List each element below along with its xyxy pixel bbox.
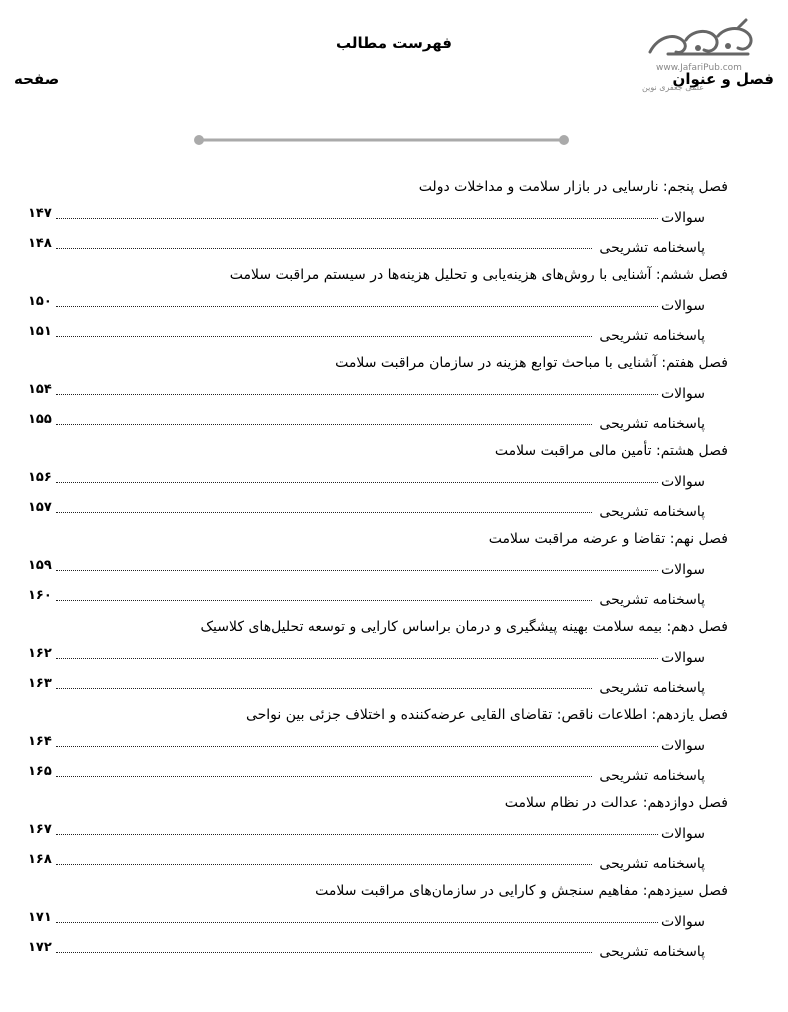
page-number: ۱۴۷	[28, 206, 52, 221]
entry-label: پاسخنامه تشریحی	[599, 680, 705, 696]
entry-label: پاسخنامه تشریحی	[599, 328, 705, 344]
dot-leader	[56, 482, 660, 483]
dot-leader	[56, 600, 592, 601]
page-number: ۱۶۳	[28, 676, 52, 691]
dot-leader	[56, 688, 592, 689]
page-number: ۱۵۴	[28, 382, 52, 397]
toc-entry[interactable]	[0, 322, 788, 352]
toc-entry[interactable]	[0, 586, 788, 616]
dot-leader	[56, 834, 660, 835]
chapter-title: فصل یازدهم: اطلاعات ناقص: تقاضای القایی عرضه‌کننده و اختلاف جزئی بین نواحی	[245, 707, 728, 723]
toc-entry[interactable]	[0, 204, 788, 234]
chapter-heading	[0, 176, 788, 204]
entry-label: سوالات	[660, 562, 705, 578]
dot-leader	[56, 952, 592, 953]
toc-entry[interactable]	[0, 820, 788, 850]
entry-label: پاسخنامه تشریحی	[599, 856, 705, 872]
dot-leader	[56, 336, 592, 337]
dot-leader	[56, 776, 592, 777]
page-number: ۱۶۰	[28, 588, 52, 603]
page-number: ۱۵۰	[28, 294, 52, 309]
page-number: ۱۶۵	[28, 764, 52, 779]
page-number: ۱۵۹	[28, 558, 52, 573]
page-column-header: صفحه	[14, 70, 60, 88]
toc-entry[interactable]	[0, 556, 788, 586]
dot-leader	[56, 658, 660, 659]
toc-entry[interactable]	[0, 732, 788, 762]
chapter-heading	[0, 528, 788, 556]
entry-label: سوالات	[660, 914, 705, 930]
dot-leader	[56, 922, 660, 923]
chapter-title: فصل دهم: بیمه سلامت بهینه پیشگیری و درمان براساس کارایی و توسعه تحلیل‌های کلاسیک	[200, 619, 728, 635]
chapter-heading	[0, 704, 788, 732]
chapter-heading	[0, 616, 788, 644]
entry-label: سوالات	[660, 298, 705, 314]
dot-leader	[56, 746, 660, 747]
entry-label: پاسخنامه تشریحی	[599, 768, 705, 784]
toc-entry[interactable]	[0, 498, 788, 528]
chapter-heading	[0, 264, 788, 292]
chapter-column-header: فصل و عنوان	[672, 70, 774, 88]
logo-url: www.JafariPub.com	[656, 63, 742, 73]
dot-leader	[56, 394, 660, 395]
dot-leader	[56, 864, 592, 865]
chapter-heading	[0, 352, 788, 380]
page-number: ۱۵۶	[28, 470, 52, 485]
toc-entry[interactable]	[0, 380, 788, 410]
chapter-heading	[0, 440, 788, 468]
table-of-contents	[0, 176, 788, 968]
toc-entry[interactable]	[0, 850, 788, 880]
entry-label: پاسخنامه تشریحی	[599, 504, 705, 520]
dot-leader	[56, 424, 592, 425]
toc-entry[interactable]	[0, 674, 788, 704]
entry-label: سوالات	[660, 826, 705, 842]
header-divider	[193, 134, 570, 146]
toc-entry[interactable]	[0, 292, 788, 322]
entry-label: سوالات	[660, 650, 705, 666]
toc-entry[interactable]	[0, 410, 788, 440]
toc-entry[interactable]	[0, 762, 788, 792]
page-title: فهرست مطالب	[336, 34, 452, 52]
page-number: ۱۵۵	[28, 412, 52, 427]
chapter-title: فصل هشتم: تأمین مالی مراقبت سلامت	[494, 443, 728, 459]
page-number: ۱۵۷	[28, 500, 52, 515]
page-number: ۱۵۱	[28, 324, 52, 339]
entry-label: پاسخنامه تشریحی	[599, 416, 705, 432]
dot-leader	[56, 570, 660, 571]
page-number: ۱۶۴	[28, 734, 52, 749]
chapter-title: فصل دوازدهم: عدالت در نظام سلامت	[504, 795, 728, 811]
page-number: ۱۶۲	[28, 646, 52, 661]
chapter-heading	[0, 880, 788, 908]
toc-entry[interactable]	[0, 468, 788, 498]
chapter-title: فصل سیزدهم: مفاهیم سنجش و کارایی در سازمان‌های مراقبت سلامت	[315, 883, 728, 899]
chapter-title: فصل نهم: تقاضا و عرضه مراقبت سلامت	[488, 531, 728, 547]
dot-leader	[56, 306, 660, 307]
chapter-heading	[0, 792, 788, 820]
entry-label: سوالات	[660, 210, 705, 226]
page-number: ۱۷۲	[28, 940, 52, 955]
toc-entry[interactable]	[0, 234, 788, 264]
dot-leader	[56, 512, 592, 513]
page-number: ۱۶۸	[28, 852, 52, 867]
page-number: ۱۴۸	[28, 236, 52, 251]
toc-entry[interactable]	[0, 938, 788, 968]
toc-entry[interactable]	[0, 644, 788, 674]
entry-label: پاسخنامه تشریحی	[599, 592, 705, 608]
logo-subtitle: علمی جعفری نوین	[642, 83, 705, 92]
dot-leader	[56, 248, 592, 249]
entry-label: پاسخنامه تشریحی	[599, 240, 705, 256]
chapter-title: فصل ششم: آشنایی با روش‌های هزینه‌یابی و تحلیل هزینه‌ها در سیستم مراقبت سلامت	[229, 267, 728, 283]
page-number: ۱۶۷	[28, 822, 52, 837]
entry-label: سوالات	[660, 474, 705, 490]
chapter-title: فصل هفتم: آشنایی با مباحث توابع هزینه در سازمان مراقبت سلامت	[335, 355, 728, 371]
toc-entry[interactable]	[0, 908, 788, 938]
chapter-title: فصل پنجم: نارسایی در بازار سلامت و مداخلات دولت	[418, 179, 728, 195]
dot-leader	[56, 218, 660, 219]
entry-label: سوالات	[660, 738, 705, 754]
entry-label: سوالات	[660, 386, 705, 402]
entry-label: پاسخنامه تشریحی	[599, 944, 705, 960]
page-number: ۱۷۱	[28, 910, 52, 925]
